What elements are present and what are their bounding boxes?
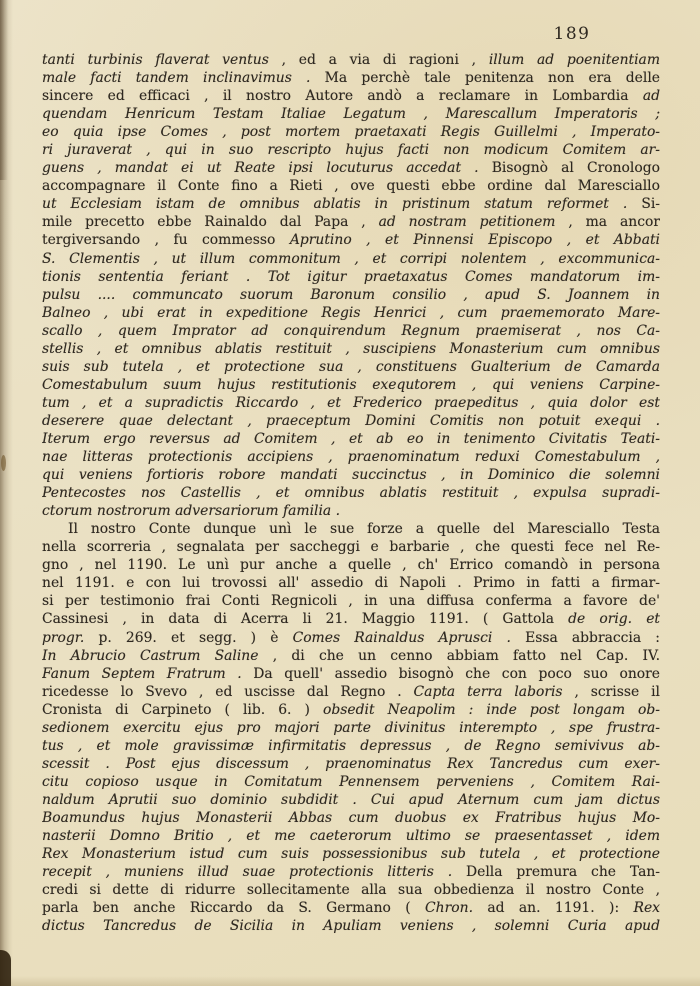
text-segment: eo quia ipse Comes , post mortem praetaxati Regis Guillelmi , Imperato- (42, 124, 660, 141)
text-line (42, 827, 660, 845)
page-bottom-shadow (0, 976, 700, 986)
text-segment: mile precetto ebbe Rainaldo dal Papa , (42, 214, 379, 231)
text-segment: S. Clementis , ut illum commonitum , et corripi nolentem , excommunica- (42, 250, 660, 267)
text-line (42, 123, 660, 141)
text-segment: ad (642, 88, 660, 105)
text-segment: qui veniens fortioris robore mandati succinctus , in Dominico die solemni (42, 467, 660, 484)
text-line (42, 502, 660, 520)
text-line (42, 466, 660, 484)
text-segment: Capta terra laboris (413, 683, 563, 700)
text-line (42, 592, 660, 610)
text-line (42, 520, 660, 538)
text-line (42, 881, 660, 899)
text-segment: ricedesse lo Svevo , ed uscisse dal Regno . (42, 683, 414, 700)
text-line (42, 809, 660, 827)
text-segment: stellis , et omnibus ablatis restituit , suscipiens Monasterium cum omnibus (42, 340, 660, 357)
text-segment: ut Ecclesiam istam de omnibus ablatis in pristinum statum reformet . (42, 196, 628, 213)
text-segment: , di che un cenno abbiam fatto nel Cap. IV. (258, 647, 660, 664)
text-line (42, 376, 660, 394)
text-segment: recepit , muniens illud suae protectionis litteris . (42, 864, 453, 881)
text-line (42, 863, 660, 881)
text-segment: , ma ancor (555, 214, 660, 231)
text-segment: Cassinesi , in data di Acerra li 21. Maggio 1191. ( Gattola (42, 611, 569, 628)
text-line (42, 899, 660, 917)
text-segment: Da quell' assedio bisognò che con poco suo onore (241, 665, 660, 682)
text-segment: scallo , quem Imprator ad conquirendum Regnum praemiserat , nos Ca- (42, 322, 660, 339)
text-segment: Iterum ergo reversus ad Comitem , et ab eo in tenimento Civitatis Teati- (42, 430, 660, 447)
text-segment: nel 1191. e con lui trovossi all' assedio di Napoli . Primo in fatti a firmar- (42, 575, 660, 592)
text-line (42, 87, 660, 105)
text-line (42, 773, 660, 791)
text-segment: tus , et mole gravissimæ infirmitatis depressus , de Regno semivivus ab- (42, 737, 660, 754)
text-segment: Chron. (425, 900, 473, 917)
text-segment: Rex (633, 900, 660, 917)
text-line (42, 394, 660, 412)
text-segment: deserere quae delectant , praeceptum Domini Comitis non potuit exequi . (42, 412, 660, 429)
text-segment: ctorum nostrorum adversariorum familia . (42, 503, 341, 520)
text-segment: illum ad poenitentiam (488, 52, 660, 68)
text-segment: quendam Henricum Testam Italiae Legatum , Marescallum Imperatoris ; (42, 106, 660, 123)
text-line (42, 719, 660, 737)
text-segment: Balneo , ubi erat in expeditione Regis Henrici , cum praememorato Mare- (42, 304, 660, 321)
text-line (42, 412, 660, 430)
text-segment: naldum Aprutii suo dominio subdidit . Cui apud Aternum cum jam dictus (42, 791, 660, 808)
text-segment: ad nostram petitionem (378, 214, 556, 231)
text-segment: , scrisse il (562, 683, 660, 700)
text-segment: ri juraverat , qui in suo rescripto hujus facti non modicum Comitem ar- (42, 142, 660, 159)
text-line (42, 647, 660, 665)
text-line (42, 51, 660, 69)
text-line (42, 791, 660, 809)
text-segment: gno , nel 1190. Le unì pur anche a quelle , ch' Errico comandò in persona (42, 557, 660, 574)
text-segment: si per testimonio frai Conti Regnicoli , in una diffusa conferma a favore de' (42, 593, 660, 610)
text-line (42, 304, 660, 322)
text-line (42, 538, 660, 556)
text-line (42, 665, 660, 683)
text-segment: dictus Tancredus de Sicilia in Apuliam veniens , solemni Curia apud (42, 918, 660, 935)
text-segment: Il nostro Conte dunque unì le sue forze a quelle del Maresciallo Testa (68, 521, 660, 538)
text-line (42, 556, 660, 574)
text-segment: tum , et a supradictis Riccardo , et Frederico praepeditus , quia dolor est (42, 394, 660, 411)
text-line (42, 610, 660, 628)
text-line (42, 141, 660, 159)
text-segment: Pentecostes nos Castellis , et omnibus ablatis restituit , expulsa supradi- (42, 485, 660, 502)
text-line (42, 845, 660, 863)
text-line (42, 683, 660, 701)
text-line (42, 701, 660, 719)
text-segment: progr. (42, 629, 85, 646)
text-segment: Boamundus hujus Monasterii Abbas cum duobus ex Fratribus hujus Mo- (42, 809, 660, 826)
text-segment: Essa abbraccia : (510, 629, 660, 646)
text-segment: tergiversando , fu commesso (42, 232, 290, 249)
text-segment: Della premura che Tan- (452, 864, 660, 881)
text-line (42, 484, 660, 502)
text-segment: Si- (627, 196, 660, 213)
text-segment: guens , mandat ei ut Reate ipsi locuturus accedat . (42, 160, 479, 177)
text-segment: parla ben anche Riccardo da S. Germano ( (42, 900, 426, 917)
text-segment: pulsu .... communcato suorum Baronum consilio , apud S. Joannem in (42, 286, 660, 303)
text-segment: accompagnare il Conte fino a Rieti , ove questi ebbe ordine dal Maresciallo (42, 178, 660, 195)
text-segment: Ma perchè tale penitenza non era delle (310, 70, 660, 87)
text-line (42, 268, 660, 286)
text-segment: tanti turbinis flaverat ventus (42, 52, 269, 68)
text-segment: Aprutino , et Pinnensi Episcopo , et Abbati (289, 232, 660, 249)
text-line (42, 340, 660, 358)
text-segment: In Abrucio Castrum Saline (42, 647, 259, 664)
text-segment: Fanum Septem Fratrum . (42, 665, 242, 682)
text-line (42, 105, 660, 123)
text-segment: sincere ed efficaci , il nostro Autore andò a reclamare in Lombardia (42, 88, 643, 105)
text-segment: tionis sententia feriant . Tot igitur praetaxatus Comes mandatorum im- (42, 268, 660, 285)
text-line (42, 286, 660, 304)
text-line (42, 574, 660, 592)
page-number: 189 (553, 24, 591, 44)
text-segment: Bisognò al Cronologo (478, 160, 660, 177)
text-segment: Cronista di Carpineto ( lib. 6. ) (42, 701, 323, 718)
page-text (42, 51, 660, 935)
text-line (42, 159, 660, 177)
scan-speck (1, 455, 6, 471)
text-segment: citu copioso usque in Comitatum Pennensem perveniens , Comitem Rai- (42, 773, 660, 790)
text-segment: credi si dette di ridurre sollecitamente alla sua obbedienza il nostro Conte , (42, 882, 660, 899)
text-line (42, 430, 660, 448)
text-segment: suis sub tutela , et protectione sua , constituens Gualterium de Camarda (42, 358, 660, 375)
text-segment: Comes Rainaldus Aprusci . (292, 629, 511, 646)
text-line (42, 629, 660, 647)
text-segment: Rex Monasterium istud cum suis possessionibus sub tutela , et protectione (42, 846, 660, 863)
text-line (42, 250, 660, 268)
text-segment: ad an. 1191. ): (473, 900, 634, 917)
text-line (42, 737, 660, 755)
text-line (42, 177, 660, 195)
text-line (42, 213, 660, 231)
text-line (42, 195, 660, 213)
text-line (42, 917, 660, 935)
text-segment: obsedit Neapolim : inde post longam ob- (323, 701, 660, 718)
text-segment: de orig. et (568, 611, 660, 628)
text-segment: nasterii Domno Britio , et me caeterorum ultimo se praesentasset , idem (42, 828, 660, 845)
text-segment: nella scorreria , segnalata per saccheggi e barbarie , che questi fece nel Re- (42, 539, 660, 556)
scan-corner-mark (0, 950, 11, 986)
text-line (42, 322, 660, 340)
text-line (42, 448, 660, 466)
text-segment: , ed a via di ragioni , (268, 52, 489, 68)
text-line (42, 231, 660, 249)
text-segment: nae litteras protectionis accipiens , praenominatum reduxi Comestabulum , (42, 449, 660, 466)
page-gutter-shadow-top (0, 0, 8, 180)
text-line (42, 755, 660, 773)
text-line (42, 358, 660, 376)
text-segment: p. 269. et segg. ) è (84, 629, 293, 646)
text-segment: Comestabulum suum hujus restitutionis exequtorem , qui veniens Carpine- (42, 376, 660, 393)
text-segment: male facti tandem inclinavimus . (42, 70, 311, 87)
text-segment: sedionem exercitu ejus pro majori parte divinitus interempto , spe frustra- (42, 719, 660, 736)
text-line (42, 69, 660, 87)
paragraph (42, 520, 660, 935)
paragraph (42, 51, 660, 520)
text-segment: scessit . Post ejus discessum , praenominatus Rex Tancredus cum exer- (42, 755, 660, 772)
